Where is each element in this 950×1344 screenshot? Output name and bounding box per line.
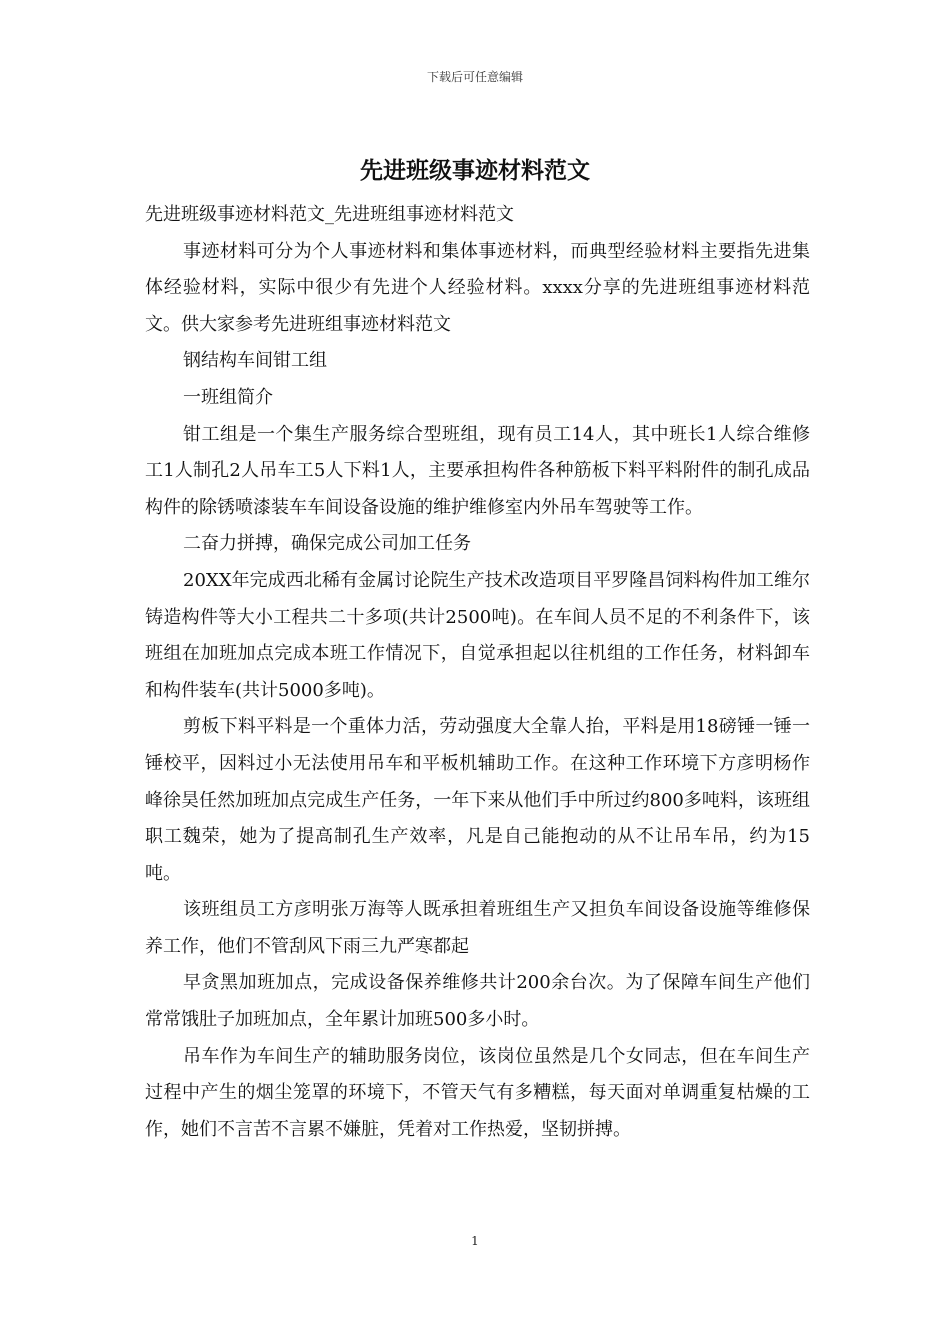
page-header-note: 下载后可任意编辑 (426, 70, 523, 84)
paragraph-cutting-work: 剪板下料平料是一个重体力活，劳动强度大全靠人抬，平料是用18磅锤一锤一锤校平，因料过小无法使用吊车和平板机辅助工作。在这种工作环境下方彦明杨作峰徐昊任然加班加点完成生产任务，一年下来从他们手中所过约800多吨料，该班组职工魏荣，她为了提高制孔生产效率，凡是自己能抱动的从不让吊车吊，约为15吨。 (145, 716, 810, 884)
paragraph-crane-operators: 吊车作为车间生产的辅助服务岗位，该岗位虽然是几个女同志，但在车间生产过程中产生的烟尘笼罩的环境下，不管天气有多糟糕，每天面对单调重复枯燥的工作，她们不言苦不言累不嫌脏，凭着对工作热爱，坚韧拼搏。 (145, 1045, 810, 1140)
paragraph-intro: 事迹材料可分为个人事迹材料和集体事迹材料，而典型经验材料主要指先进集体经验材料，实际中很少有先进个人经验材料。xxxx分享的先进班组事迹材料范文。供大家参考先进班组事迹材料范文 (145, 240, 810, 335)
document-title: 先进班级事迹材料范文 (360, 157, 590, 184)
paragraph-maintenance: 该班组员工方彦明张万海等人既承担着班组生产又担负车间设备设施等维修保养工作，他们不管刮风下雨三九严寒都起 (145, 899, 810, 957)
section-group-name: 钢结构车间钳工组 (183, 350, 327, 372)
document-subtitle: 先进班级事迹材料范文_先进班组事迹材料范文 (145, 204, 514, 225)
paragraph-overtime: 早贪黑加班加点，完成设备保养维修共计200余台次。为了保障车间生产他们常常饿肚子加班加点，全年累计加班500多小时。 (145, 972, 810, 1031)
paragraph-projects: 20XX年完成西北稀有金属讨论院生产技术改造项目平罗隆昌饲料构件加工维尔铸造构件等大小工程共二十多项(共计2500吨)。在车间人员不足的不利条件下，该班组在加班加点完成本班工作情况下，自觉承担起以往机组的工作任务，材料卸车和构件装车(共计5000多吨)。 (145, 569, 810, 701)
paragraph-group-overview: 钳工组是一个集生产服务综合型班组，现有员工14人，其中班长1人综合维修工1人制孔2人吊车工5人下料1人，主要承担构件各种筋板下料平料附件的制孔成品构件的除锈喷漆装车车间设备设施的维护维修室内外吊车驾驶等工作。 (145, 423, 810, 518)
section-heading-tasks: 二奋力拼搏，确保完成公司加工任务 (183, 533, 471, 555)
section-heading-intro: 一班组简介 (183, 386, 273, 408)
document-body (145, 197, 810, 1148)
page-number: 1 (471, 1234, 479, 1248)
